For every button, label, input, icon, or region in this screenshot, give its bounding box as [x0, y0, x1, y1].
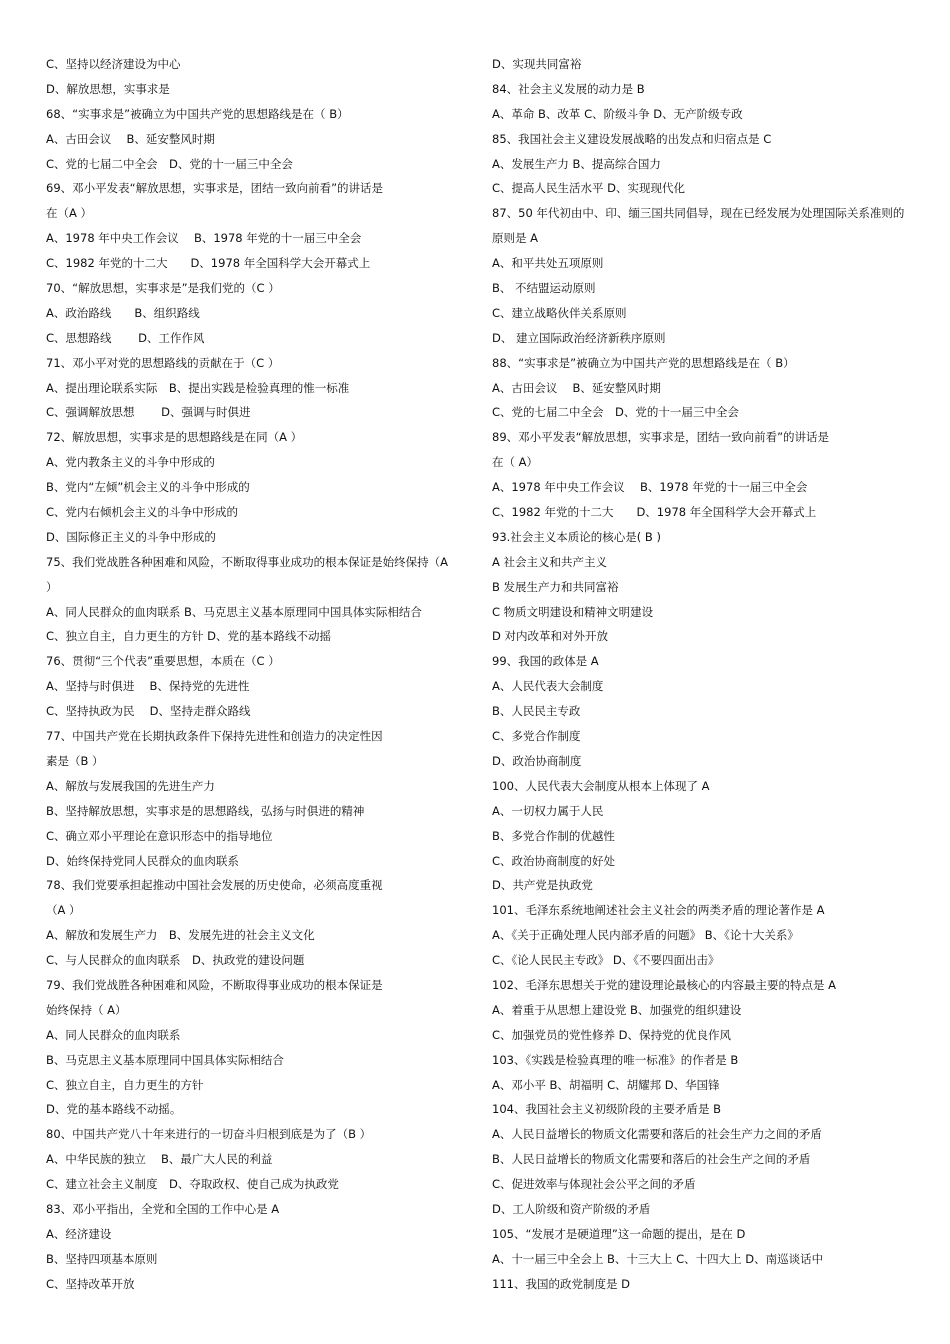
text-line: B、坚持四项基本原则 [46, 1251, 158, 1266]
text-line: A、一切权力属于人民 [492, 803, 604, 818]
text-line: 87、50 年代初由中、印、缅三国共同倡导，现在已经发展为处理国际关系准则的 [492, 206, 905, 221]
text-line: D、始终保持党同人民群众的血肉联系 [46, 853, 239, 868]
text-line: B、多党合作制的优越性 [492, 828, 615, 843]
text-line: A、古田会议 B、延安整风时期 [46, 131, 215, 146]
text-line: 80、中国共产党八十年来进行的一切奋斗归根到底是为了（B ） [46, 1127, 372, 1142]
text-line: D、党的基本路线不动摇。 [46, 1102, 182, 1117]
text-line: C、强调解放思想 D、强调与时俱进 [46, 405, 251, 420]
text-line: C 物质文明建设和精神文明建设 [492, 604, 654, 619]
text-line: 71、邓小平对党的思想路线的贡献在于（C ） [46, 355, 280, 370]
text-line: D、国际修正主义的斗争中形成的 [46, 529, 216, 544]
text-line: A、《关于正确处理人民内部矛盾的问题》 B、《论十大关系》 [492, 928, 799, 943]
text-line: A、人民代表大会制度 [492, 679, 604, 694]
text-line: A、人民日益增长的物质文化需要和落后的社会生产力之间的矛盾 [492, 1127, 822, 1142]
text-line: D、解放思想，实事求是 [46, 81, 170, 96]
right-column [492, 52, 912, 1297]
text-line: A、古田会议 B、延安整风时期 [492, 380, 661, 395]
text-line: C、1982 年党的十二大 D、1978 年全国科学大会开幕式上 [46, 256, 371, 271]
text-line: 68、“实事求是”被确立为中国共产党的思想路线是在（ B） [46, 106, 349, 121]
text-line: C、确立邓小平理论在意识形态中的指导地位 [46, 828, 273, 843]
text-line: 100、人民代表大会制度从根本上体现了 A [492, 778, 710, 793]
text-line: C、思想路线 D、工作作风 [46, 330, 205, 345]
text-line: C、促进效率与体现社会公平之间的矛盾 [492, 1177, 696, 1192]
text-line: B、人民民主专政 [492, 704, 581, 719]
text-line: D、 建立国际政治经济新秩序原则 [492, 330, 666, 345]
text-line: A、十一届三中全会上 B、十三大上 C、十四大上 D、南巡谈话中 [492, 1251, 824, 1266]
text-line: A、中华民族的独立 B、最广大人民的利益 [46, 1152, 273, 1167]
text-line: D、实现共同富裕 [492, 57, 582, 71]
text-line: 105、“发展才是硬道理”这一命题的提出，是在 D [492, 1226, 746, 1241]
text-line: D、政治协商制度 [492, 753, 582, 768]
text-line: C、党的七届二中全会 D、党的十一届三中全会 [492, 405, 739, 420]
text-line: 70、“解放思想，实事求是”是我们党的（C ） [46, 281, 280, 296]
text-line: B、坚持解放思想，实事求是的思想路线，弘扬与时俱进的精神 [46, 803, 365, 818]
text-line: 88、“实事求是”被确立为中国共产党的思想路线是在（ B） [492, 355, 795, 370]
text-line: A、1978 年中央工作会议 B、1978 年党的十一届三中全会 [492, 480, 808, 495]
text-line: 76、贯彻“三个代表”重要思想，本质在（C ） [46, 654, 280, 669]
text-line: B、马克思主义基本原理同中国具体实际相结合 [46, 1052, 284, 1067]
text-line: A、解放与发展我国的先进生产力 [46, 778, 215, 793]
text-line: C、加强党员的党性修养 D、保持党的优良作风 [492, 1027, 732, 1042]
text-line: 102、毛泽东思想关于党的建设理论最核心的内容最主要的特点是 A [492, 977, 836, 992]
text-line: C、建立战略伙伴关系原则 [492, 305, 627, 320]
text-line: A、党内教条主义的斗争中形成的 [46, 455, 215, 470]
text-line: A、提出理论联系实际 B、提出实践是检验真理的惟一标准 [46, 380, 350, 395]
text-line: A、邓小平 B、胡福明 C、胡耀邦 D、华国锋 [492, 1077, 720, 1092]
text-line: 素是（B ） [46, 753, 104, 768]
text-line: 78、我们党要承担起推动中国社会发展的历史使命，必须高度重视 [46, 878, 383, 893]
text-line: 原则是 A [492, 231, 539, 246]
text-line: A、坚持与时俱进 B、保持党的先进性 [46, 679, 250, 694]
text-line: 始终保持（ A） [46, 1002, 127, 1017]
text-line: A、政治路线 B、组织路线 [46, 305, 200, 320]
text-line: A、同人民群众的血肉联系 [46, 1027, 181, 1042]
text-line: 83、邓小平指出，全党和全国的工作中心是 A [46, 1201, 280, 1216]
text-line: D、共产党是执政党 [492, 878, 593, 893]
text-line: C、坚持改革开放 [46, 1276, 135, 1291]
text-line: C、多党合作制度 [492, 729, 581, 744]
text-line: C、政治协商制度的好处 [492, 853, 616, 868]
text-line: ） [46, 579, 58, 594]
text-line: 99、我国的政体是 A [492, 654, 599, 669]
text-line: B、 不结盟运动原则 [492, 281, 596, 296]
text-line: C、独立自主，自力更生的方针 [46, 1077, 204, 1092]
text-line: A、解放和发展生产力 B、发展先进的社会主义文化 [46, 928, 315, 943]
text-line: D、工人阶级和资产阶级的矛盾 [492, 1201, 651, 1216]
text-line: C、1982 年党的十二大 D、1978 年全国科学大会开幕式上 [492, 505, 817, 520]
text-line: C、独立自主，自力更生的方针 D、党的基本路线不动摇 [46, 629, 332, 644]
text-line: 104、我国社会主义初级阶段的主要矛盾是 B [492, 1102, 721, 1117]
text-line: A、和平共处五项原则 [492, 256, 604, 271]
text-line: C、党的七届二中全会 D、党的十一届三中全会 [46, 156, 293, 171]
text-line: 72、解放思想，实事求是的思想路线是在同（A ） [46, 430, 303, 445]
text-line: A、1978 年中央工作会议 B、1978 年党的十一届三中全会 [46, 231, 362, 246]
text-line: C、建立社会主义制度 D、夺取政权、使自己成为执政党 [46, 1177, 339, 1192]
text-line: C、党内右倾机会主义的斗争中形成的 [46, 505, 239, 520]
text-line: 在（A ） [46, 206, 93, 221]
text-line: A 社会主义和共产主义 [492, 554, 608, 569]
text-line: 103、《实践是检验真理的唯一标准》的作者是 B [492, 1052, 739, 1067]
text-line: A、革命 B、改革 C、阶级斗争 D、无产阶级专政 [492, 106, 743, 121]
text-line: B 发展生产力和共同富裕 [492, 579, 619, 594]
text-line: C、《论人民民主专政》 D、《不要四面出击》 [492, 953, 720, 968]
text-line: A、着重于从思想上建设党 B、加强党的组织建设 [492, 1002, 742, 1017]
text-line: C、坚持以经济建设为中心 [46, 57, 181, 71]
text-line: 93.社会主义本质论的核心是( B ) [492, 529, 661, 544]
text-line: 在（ A） [492, 455, 539, 470]
text-line: A、发展生产力 B、提高综合国力 [492, 156, 661, 171]
text-line: 75、我们党战胜各种困难和风险，不断取得事业成功的根本保证是始终保持（A [46, 554, 448, 569]
left-column [46, 52, 466, 1297]
text-line: 77、中国共产党在长期执政条件下保持先进性和创造力的决定性因 [46, 729, 383, 744]
text-line: B、人民日益增长的物质文化需要和落后的社会生产之间的矛盾 [492, 1152, 811, 1167]
text-line: B、党内“左倾”机会主义的斗争中形成的 [46, 480, 250, 495]
text-line: A、同人民群众的血肉联系 B、马克思主义基本原理同中国具体实际相结合 [46, 604, 422, 619]
text-line: C、坚持执政为民 D、坚持走群众路线 [46, 704, 251, 719]
text-line: C、与人民群众的血肉联系 D、执政党的建设问题 [46, 953, 305, 968]
text-line: 79、我们党战胜各种困难和风险，不断取得事业成功的根本保证是 [46, 977, 383, 992]
text-line: 111、我国的政党制度是 D [492, 1276, 630, 1291]
text-line: C、提高人民生活水平 D、实现现代化 [492, 181, 686, 196]
text-line: 85、我国社会主义建设发展战略的出发点和归宿点是 C [492, 131, 772, 146]
text-line: 84、社会主义发展的动力是 B [492, 81, 645, 96]
text-line: （A ） [46, 903, 81, 918]
text-line: 69、邓小平发表“解放思想，实事求是，团结一致向前看”的讲话是 [46, 181, 384, 196]
text-line: 101、毛泽东系统地阐述社会主义社会的两类矛盾的理论著作是 A [492, 903, 825, 918]
text-line: D 对内改革和对外开放 [492, 629, 609, 644]
text-line: A、经济建设 [46, 1226, 112, 1241]
text-line: 89、邓小平发表“解放思想，实事求是，团结一致向前看”的讲话是 [492, 430, 830, 445]
